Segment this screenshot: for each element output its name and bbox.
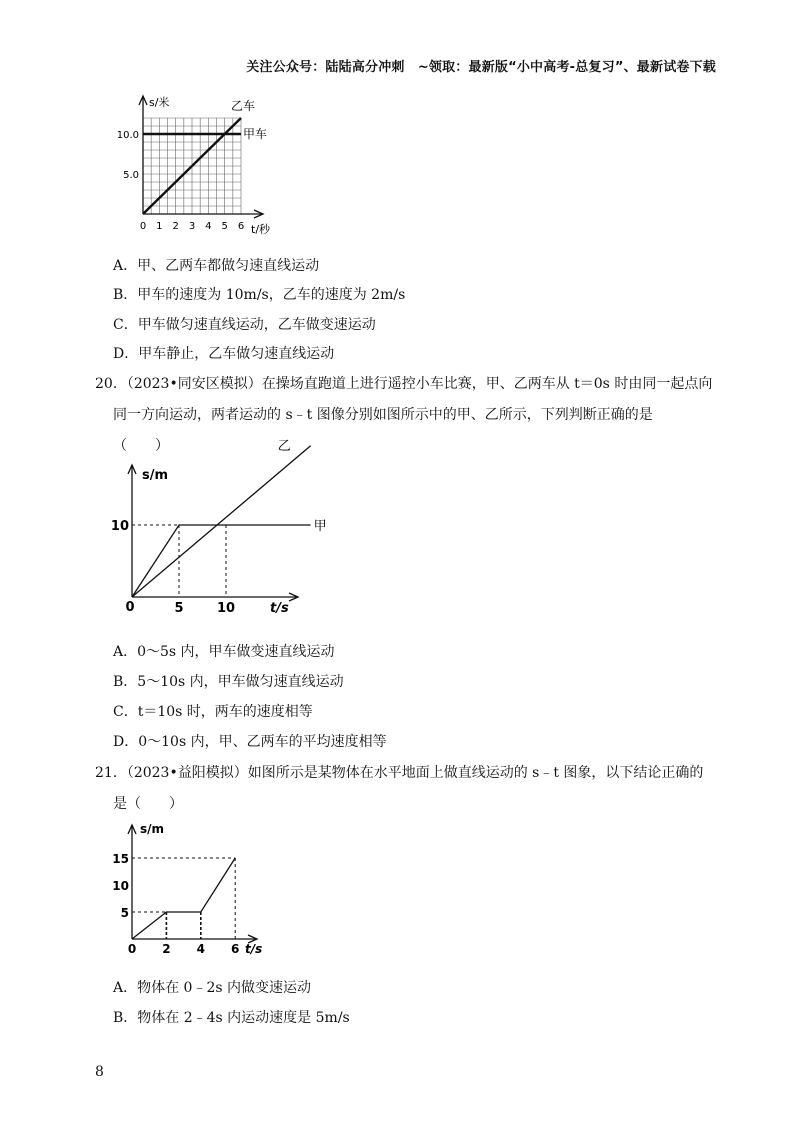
series-line <box>132 858 235 939</box>
x-tick-label: 0 <box>139 221 147 232</box>
x-axis-label: t/s <box>270 601 289 616</box>
q21-option-b: B．物体在 2﹣4s 内运动速度是 5m/s <box>113 1010 350 1026</box>
x-tick-label: 1 <box>156 221 163 232</box>
y-tick-label: 10 <box>112 879 129 893</box>
x-tick-label: 2 <box>162 942 171 956</box>
x-tick-label: 3 <box>188 221 196 232</box>
origin-label: 0 <box>125 600 135 615</box>
x-tick-label: 6 <box>231 942 240 956</box>
y-tick-label: 10 <box>110 519 129 534</box>
series-label-yi: 乙车 <box>231 99 256 113</box>
q19-option-c: C．甲车做匀速直线运动，乙车做变速运动 <box>113 317 376 333</box>
x-axis-label: t/秒 <box>251 223 271 236</box>
q20-stem-line1: 20．（2023•同安区模拟）在操场直跑道上进行遥控小车比赛，甲、乙两车从 t＝0s 时由同一起点向 <box>95 376 713 392</box>
series-line-jia <box>132 525 311 597</box>
q20-option-d: D．0～10s 内，甲、乙两车的平均速度相等 <box>113 734 387 750</box>
x-tick-label: 2 <box>172 221 179 232</box>
q19-option-a: A．甲、乙两车都做匀速直线运动 <box>113 258 320 274</box>
y-axis-label: s/m <box>142 468 169 483</box>
series-label-yi: 乙 <box>277 438 291 454</box>
q19-option-b: B．甲车的速度为 10m/s，乙车的速度为 2m/s <box>113 287 406 303</box>
x-tick-label: 5 <box>221 221 228 232</box>
y-axis-label: s/米 <box>149 96 170 109</box>
chart-q20 <box>100 438 327 620</box>
x-tick-label: 10 <box>216 601 236 616</box>
chart-q21 <box>105 815 285 965</box>
y-tick-label: 5.0 <box>123 170 139 181</box>
x-tick-label: 5 <box>174 601 184 616</box>
q20-option-a: A．0～5s 内，甲车做变速直线运动 <box>113 644 335 660</box>
q21-stem-line2: 是（ ） <box>113 796 183 812</box>
q21-option-a: A．物体在 0﹣2s 内做变速运动 <box>113 980 312 996</box>
q20-stem-line2: 同一方向运动，两者运动的 s﹣t 图像分别如图所示中的甲、乙所示，下列判断正确的是 <box>113 407 653 423</box>
series-label-jia: 甲 <box>313 519 327 534</box>
x-tick-label: 4 <box>205 221 212 232</box>
y-tick-label: 5 <box>120 906 129 920</box>
q21-stem-line1: 21．（2023•益阳模拟）如图所示是某物体在水平地面上做直线运动的 s﹣t 图象，以下结论正确的 <box>95 765 704 781</box>
x-tick-label: 6 <box>237 221 245 232</box>
q19-option-d: D．甲车静止，乙车做匀速直线运动 <box>113 346 335 362</box>
page-number: 8 <box>95 1064 104 1080</box>
x-tick-label: 4 <box>196 942 205 956</box>
y-tick-label: 10.0 <box>116 130 139 141</box>
y-tick-label: 15 <box>112 852 129 866</box>
q20-option-b: B．5～10s 内，甲车做匀速直线运动 <box>113 674 344 690</box>
page-header: 关注公众号：陆陆高分冲刺 ~领取：最新版“小中高考-总复习”、最新试卷下载 <box>246 60 716 75</box>
q20-option-c: C．t＝10s 时，两车的速度相等 <box>113 704 313 720</box>
origin-label: 0 <box>127 942 137 956</box>
series-label-jia: 甲车 <box>243 127 268 141</box>
y-axis-label: s/m <box>140 822 165 836</box>
x-axis-label: t/s <box>245 942 263 956</box>
q20-stem-line3: （ ） <box>113 438 169 454</box>
chart-q19 <box>100 90 300 240</box>
